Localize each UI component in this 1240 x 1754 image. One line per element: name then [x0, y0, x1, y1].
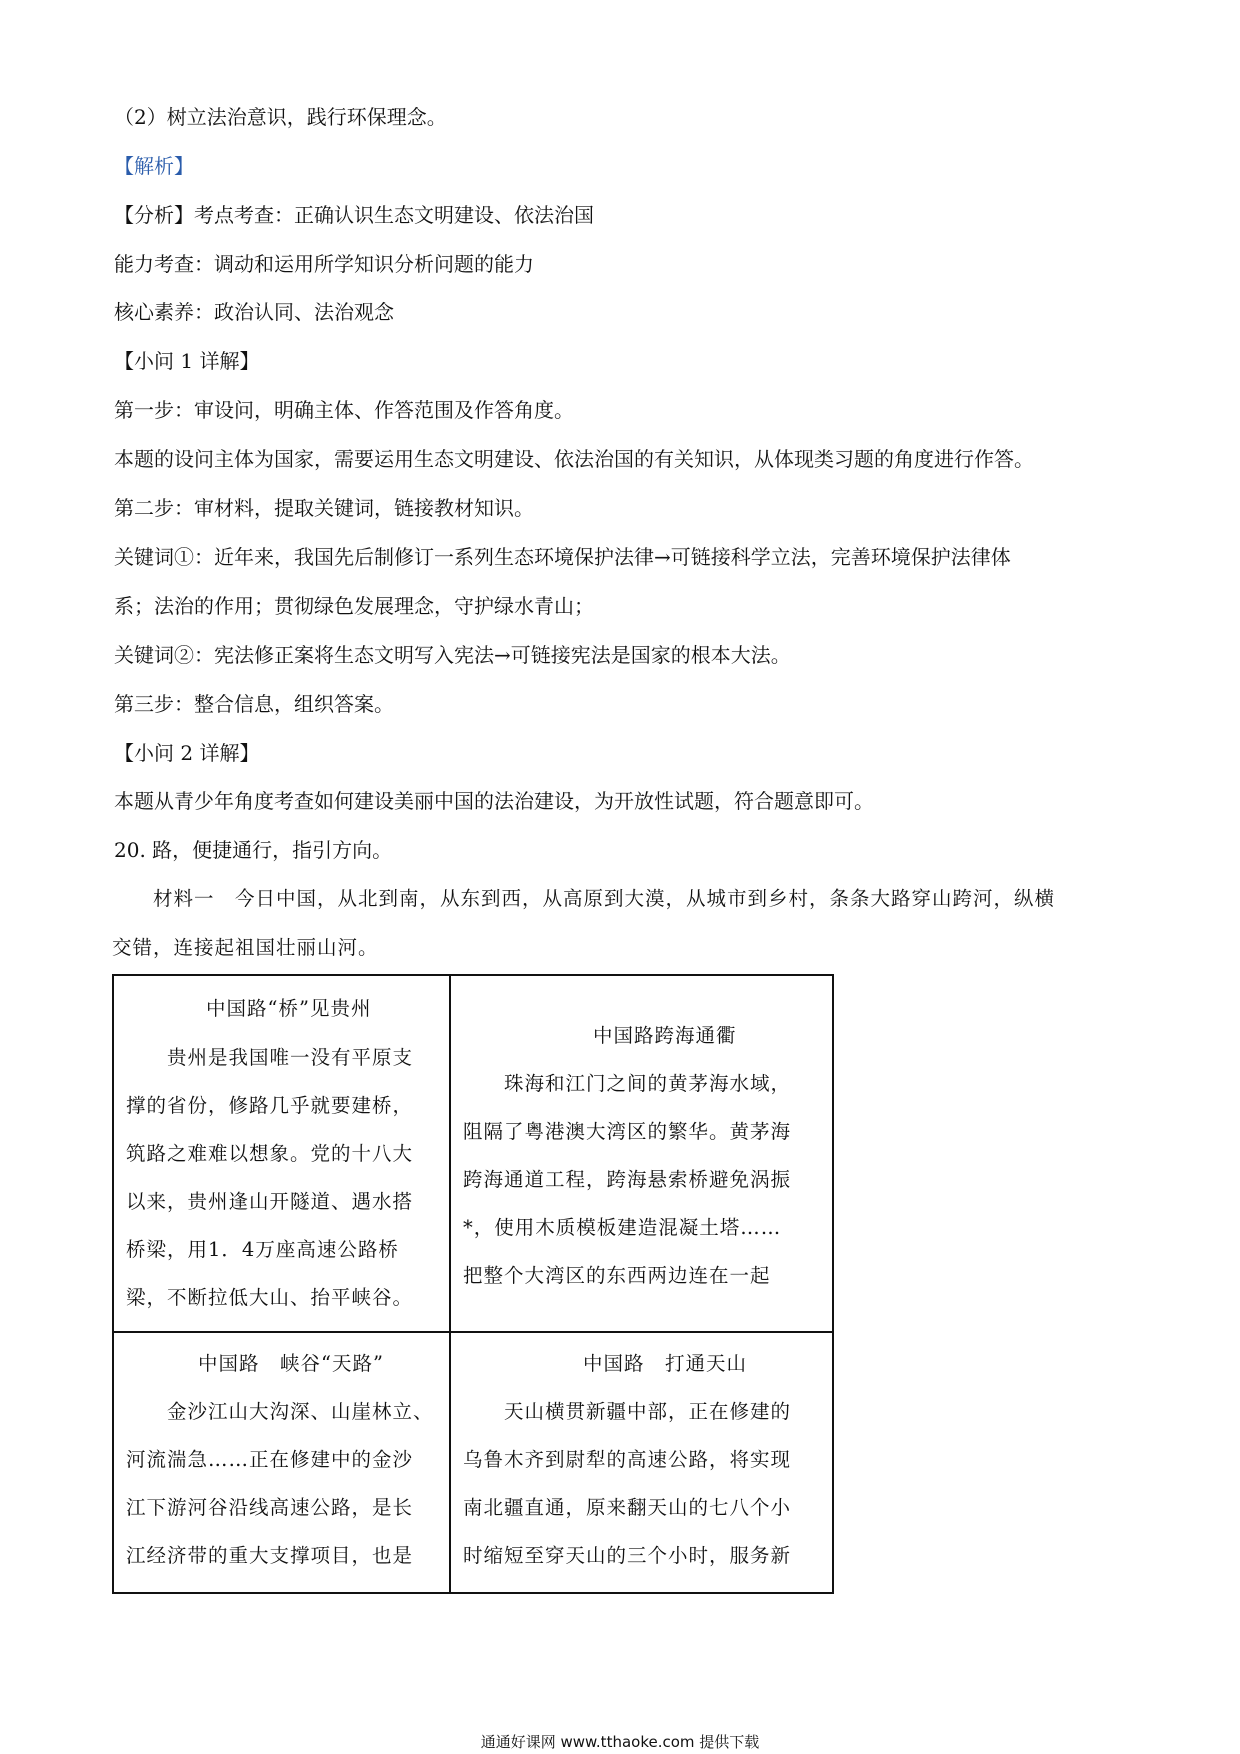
keyword-2: 关键词②：宪法修正案将生态文明写入宪法→可链接宪法是国家的根本大法。 [114, 643, 791, 667]
question-20: 20. 路，便捷通行，指引方向。 [114, 838, 393, 862]
cell-title: 中国路“桥”见贵州 [206, 997, 372, 1020]
cell-text: 把整个大湾区的东西两边连在一起 [463, 1264, 771, 1287]
answer-line-1: （2）树立法治意识，践行环保理念。 [114, 105, 447, 129]
cell-text: 筑路之难难以想象。党的十八大 [126, 1142, 414, 1165]
cell-text: 珠海和江门之间的黄茅海水域， [463, 1072, 792, 1095]
cell-huangmaohai [451, 976, 832, 1331]
cell-text: 阻隔了粤港澳大湾区的繁华。黄茅海 [463, 1120, 792, 1143]
cell-text: 南北疆直通，原来翻天山的七八个小 [463, 1496, 792, 1519]
analysis-point: 【分析】考点考查：正确认识生态文明建设、依法治国 [114, 203, 594, 227]
cell-text: 江下游河谷沿线高速公路，是长 [126, 1496, 414, 1519]
cell-text: *，使用木质模板建造混凝土塔…… [463, 1216, 782, 1239]
cell-text: 河流湍急……正在修建中的金沙 [126, 1448, 414, 1471]
analysis-heading: 【解析】 [114, 154, 194, 178]
cell-title: 中国路跨海通衢 [593, 1024, 737, 1047]
step-1: 第一步：审设问，明确主体、作答范围及作答角度。 [114, 398, 574, 422]
cell-text: 桥梁，用1．4万座高速公路桥 [126, 1238, 399, 1261]
cell-text: 跨海通道工程，跨海悬索桥避免涡振 [463, 1168, 792, 1191]
q1-heading: 【小问 1 详解】 [114, 349, 260, 373]
cell-tianshan [451, 1333, 832, 1594]
material-table [112, 974, 834, 1594]
cell-text: 乌鲁木齐到尉犁的高速公路，将实现 [463, 1448, 792, 1471]
cell-text: 以来，贵州逢山开隧道、遇水搭 [126, 1190, 414, 1213]
step-1-detail: 本题的设问主体为国家，需要运用生态文明建设、依法治国的有关知识，从体现类习题的角度进行作答。 [114, 447, 1034, 471]
material-line-2: 交错，连接起祖国壮丽山河。 [112, 936, 379, 959]
q2-heading: 【小问 2 详解】 [114, 741, 260, 765]
cell-text: 贵州是我国唯一没有平原支 [126, 1046, 414, 1069]
cell-title: 中国路 打通天山 [583, 1352, 748, 1375]
keyword-1: 关键词①：近年来，我国先后制修订一系列生态环境保护法律→可链接科学立法，完善环境保护法律体 [114, 545, 1011, 569]
material-line-1: 材料一 今日中国，从北到南，从东到西，从高原到大漠，从城市到乡村，条条大路穿山跨河，纵横 [112, 887, 1056, 910]
ability-line: 能力考查：调动和运用所学知识分析问题的能力 [114, 252, 534, 276]
cell-title: 中国路 峡谷“天路” [198, 1352, 384, 1375]
cell-text: 天山横贯新疆中部，正在修建的 [463, 1400, 792, 1423]
cell-text: 梁，不断拉低大山、抬平峡谷。 [126, 1286, 414, 1309]
cell-text: 金沙江山大沟深、山崖林立、 [126, 1400, 434, 1423]
q2-detail: 本题从青少年角度考查如何建设美丽中国的法治建设，为开放性试题，符合题意即可。 [114, 789, 874, 813]
cell-text: 时缩短至穿天山的三个小时，服务新 [463, 1544, 792, 1567]
step-2: 第二步：审材料，提取关键词，链接教材知识。 [114, 496, 534, 520]
step-3: 第三步：整合信息，组织答案。 [114, 692, 394, 716]
cell-text: 江经济带的重大支撑项目，也是 [126, 1544, 414, 1567]
cell-text: 撑的省份，修路几乎就要建桥， [126, 1094, 414, 1117]
literacy-line: 核心素养：政治认同、法治观念 [114, 300, 394, 324]
cell-guizhou [114, 976, 449, 1331]
footer-source: 通通好课网 www.tthaoke.com 提供下载 [480, 1733, 760, 1751]
cell-jinshajiang [114, 1333, 449, 1594]
keyword-1-cont: 系；法治的作用；贯彻绿色发展理念，守护绿水青山； [114, 594, 594, 618]
